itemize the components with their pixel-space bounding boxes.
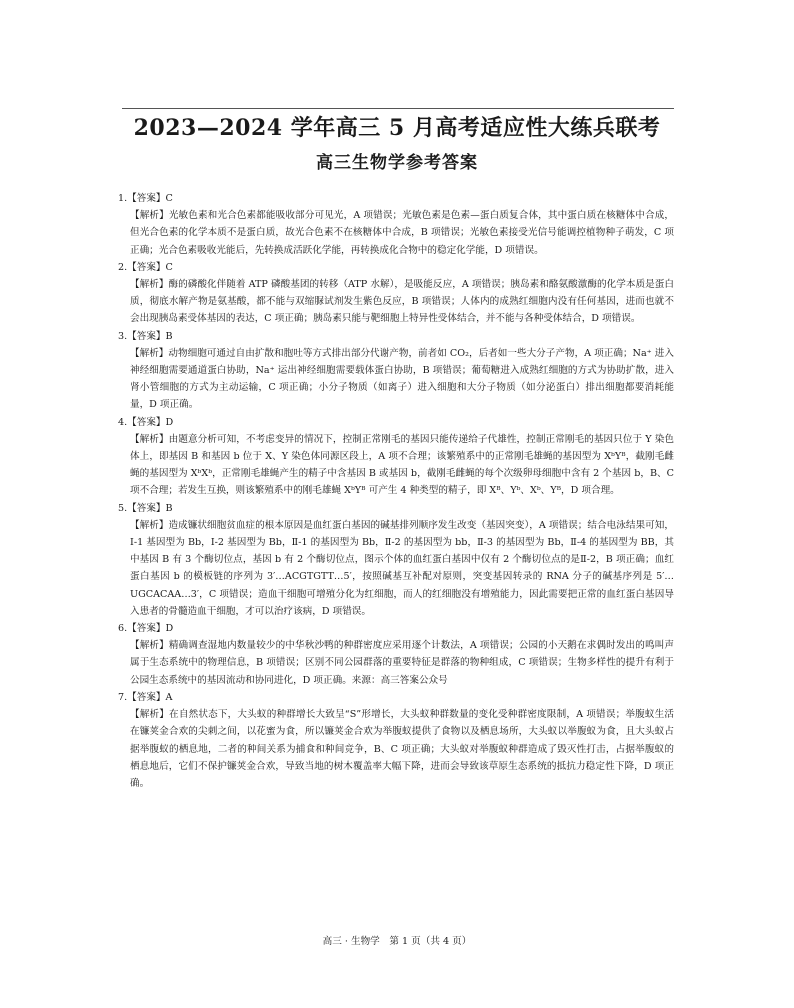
answer-line: 7.【答案】A xyxy=(118,691,173,703)
question-2 xyxy=(118,259,674,328)
question-3 xyxy=(118,328,674,414)
answer-line: 6.【答案】D xyxy=(118,623,174,635)
question-1 xyxy=(118,190,674,259)
question-4 xyxy=(118,414,674,500)
answer-line: 4.【答案】D xyxy=(118,416,174,428)
answer-line: 3.【答案】B xyxy=(118,330,173,342)
explanation: 【解析】造成镰状细胞贫血症的根本原因是血红蛋白基因的碱基排列顺序发生改变（基因突变），A 项错误；结合电泳结果可知，Ⅰ-1 基因型为 Bb，Ⅰ-2 基因型为 Bb，Ⅱ-1 的基因型为 Bb，Ⅱ-2 的基因型为 bb，Ⅱ-3 的基因型为 Bb，Ⅱ-4 的基因型为 BB，其中基因 B 有 3 个酶切位点，基因 b 有 2 个酶切位点，图示个体的血红蛋白基因中仅有 2 个酶切位点的是Ⅱ-2，B 项正确；血红蛋白基因 b 的模板链的序列为 3′…ACGTGTT…5′，按照碱基互补配对原则，突变基因转录的 RNA 分子的碱基序列是 5′…UGCACAA…3′，C 项错误；造血干细胞可增殖分化为红细胞，而人的红细胞没有增殖能力，因此需要把正常的血红蛋白基因导入患者的骨髓造血干细胞，才可以治疗该病，D 项错误。 xyxy=(130,519,674,617)
explanation: 【解析】由题意分析可知，不考虑变异的情况下，控制正常刚毛的基因只能传递给子代雄性，控制正常刚毛的基因只位于 Y 染色体上，即基因 B 和基因 b 位于 X、Y 染色体同源区段上，A 项不合理；该繁殖系中的正常刚毛雄蝇的基因型为 XᵇYᴮ，截刚毛雌蝇的基因型为 XᵇXᵇ，正常刚毛雄蝇产生的精子中含基因 B 或基因 b，截刚毛雌蝇的每个次级卵母细胞中含有 2 个基因 b，B、C 项不合理；若发生互换，则该繁殖系中的刚毛雄蝇 XᵇYᴮ 可产生 4 种类型的精子，即 Xᴮ、Yᵇ、Xᵇ、Yᴮ，D 项合理。 xyxy=(130,433,674,497)
question-5 xyxy=(118,500,674,620)
answer-line: 1.【答案】C xyxy=(118,193,173,204)
explanation: 【解析】酶的磷酸化伴随着 ATP 磷酸基团的转移（ATP 水解），是吸能反应，A 项错误；胰岛素和酪氨酸激酶的化学本质是蛋白质，彻底水解产物是氨基酸，都不能与双缩脲试剂发生紫色反应，B 项错误；人体内的成熟红细胞内没有任何基因，进而也就不会出现胰岛素受体基因的表达，C 项正确；胰岛素只能与靶细胞上特异性受体结合，并不能与各种受体结合，D 项错误。 xyxy=(130,279,674,325)
top-rule xyxy=(122,108,674,109)
explanation: 【解析】在自然状态下，大头蚁的种群增长大致呈“S”形增长，大头蚁种群数量的变化受种群密度限制，A 项错误；举腹蚁生活在镰荚金合欢的尖刺之间，以花蜜为食，所以镰荚金合欢为举腹蚁提供了食物以及栖息场所，大头蚁以举腹蚁为食，且大头蚁占据举腹蚁的栖息地，二者的种间关系为捕食和种间竞争，B、C 项正确；大头蚁对举腹蚁种群造成了毁灭性打击，占据举腹蚁的栖息地后，它们不保护镰荚金合欢，导致当地的树木覆盖率大幅下降，进而会导致该草原生态系统的抵抗力稳定性下降，D 项正确。 xyxy=(130,709,674,789)
answer-line: 5.【答案】B xyxy=(118,502,173,514)
answer-list xyxy=(118,190,674,792)
explanation: 【解析】动物细胞可通过自由扩散和胞吐等方式排出部分代谢产物，前者如 CO₂，后者如一些大分子产物，A 项正确；Na⁺ 进入神经细胞需要通道蛋白协助，Na⁺ 运出神经细胞需要载体蛋白协助，B 项错误；葡萄糖进入成熟红细胞的方式为协助扩散，进入肾小管细胞的方式为主动运输，C 项正确；小分子物质（如离子）进入细胞和大分子物质（如分泌蛋白）排出细胞都要消耗能量，D 项正确。 xyxy=(130,347,674,411)
question-7 xyxy=(118,689,674,792)
answer-line: 2.【答案】C xyxy=(118,261,173,273)
explanation: 【解析】精确调查湿地内数量较少的中华秋沙鸭的种群密度应采用逐个计数法，A 项错误；公园的小天鹅在求偶时发出的鸣叫声属于生态系统中的物理信息，B 项错误；区别不同公园群落的重要特征是群落的物种组成，C 项错误；生物多样性的提升有利于公园生态系统中的基因流动和协同进化，D 项正确。来源：高三答案公众号 xyxy=(130,640,674,686)
page-footer: 高三 · 生物学 第 1 页（共 4 页） xyxy=(322,936,472,947)
question-6 xyxy=(118,620,674,689)
page-title: 2023—2024 学年高三 5 月高考适应性大练兵联考 xyxy=(133,115,661,141)
page-subtitle: 高三生物学参考答案 xyxy=(316,153,478,173)
explanation: 【解析】光敏色素和光合色素都能吸收部分可见光，A 项错误；光敏色素是色素—蛋白质复合体，其中蛋白质在核糖体中合成，但光合色素的化学本质不是蛋白质，故光合色素不在核糖体中合成，B 项错误；光敏色素接受光信号能调控植物种子萌发，C 项正确；光合色素吸收光能后，先转换成活跃化学能，再转换成化合物中的稳定化学能，D 项错误。 xyxy=(130,210,674,256)
